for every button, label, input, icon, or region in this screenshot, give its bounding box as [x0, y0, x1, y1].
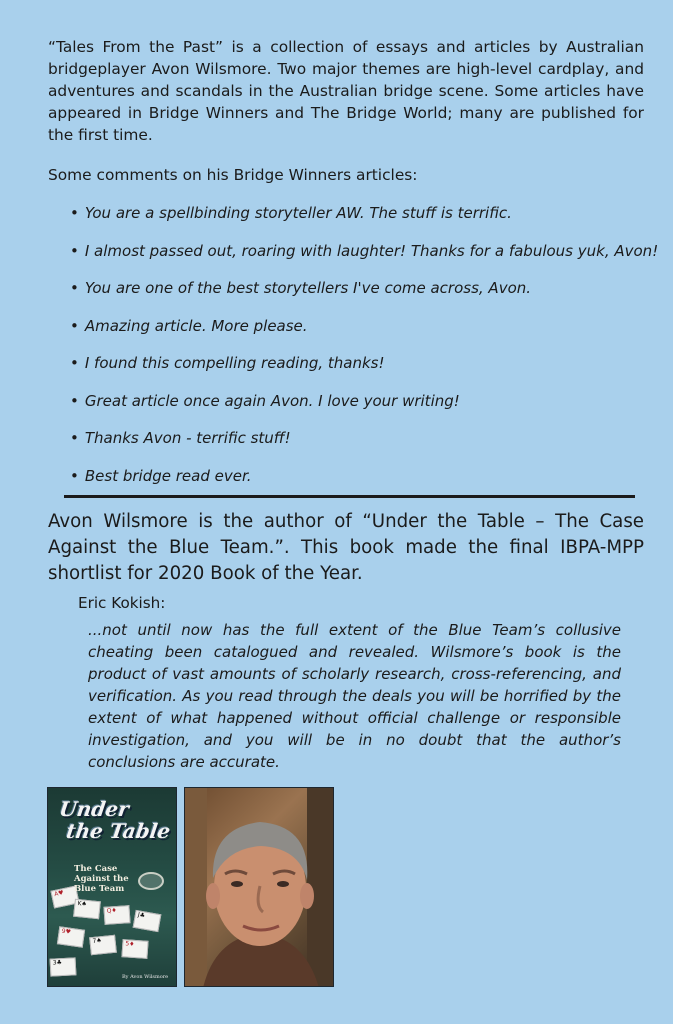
playing-card: 9♥ [57, 926, 85, 947]
author-portrait-icon [185, 788, 334, 987]
bullet-icon: • [70, 391, 79, 410]
playing-card: J♣ [133, 910, 162, 932]
comment-item [70, 390, 658, 412]
playing-card: 7♠ [89, 935, 117, 956]
cover-title [55, 798, 175, 842]
bullet-icon: • [70, 466, 79, 485]
comment-text: Best bridge read ever. [84, 466, 252, 485]
bullet-icon: • [70, 354, 79, 372]
bullet-icon: • [70, 429, 79, 447]
comment-text: You are a spellbinding storyteller AW. The stuff is terrific. [84, 204, 512, 222]
comments-list [70, 202, 658, 502]
comment-text: Amazing article. More please. [84, 316, 308, 335]
cover-author: By Avon Wilsmore [122, 974, 169, 980]
comment-item [70, 465, 658, 487]
comment-text: Great article once again Avon. I love your writing! [84, 391, 460, 410]
bullet-icon: • [70, 279, 79, 297]
critic-quote: ...not until now has the full extent of the Blue Team’s collusive cheating been catalogued and revealed. Wilsmore’s book is the product of vast amounts of scholarly research, cross-referencing, and verification. As you read through the deals you will be horrified by the extent of what happened without official challenge or responsible investigation, and you will be in no doubt that the author’s conclusions are accurate. [88, 621, 621, 771]
playing-card: K♠ [73, 899, 101, 920]
intro-paragraph: “Tales From the Past” is a collection of essays and articles by Australian bridgeplayer Avon Wilsmore. Two major themes are high-level cardplay, and adventures and scandals in the Australian bridge scene. Some articles have appeared in Bridge Winners and The Bridge World; many are published for the first time. [48, 38, 644, 144]
playing-card: A♥ [50, 885, 79, 908]
comment-item [70, 240, 658, 262]
comment-text: I almost passed out, roaring with laughter! Thanks for a fabulous yuk, Avon! [84, 241, 659, 260]
comment-text: You are one of the best storytellers I've come across, Avon. [84, 279, 532, 297]
bullet-icon: • [70, 241, 79, 260]
section-divider [64, 495, 635, 498]
critic-name: Eric Kokish: [78, 594, 166, 612]
comment-text: Thanks Avon - terrific stuff! [84, 429, 291, 447]
comment-item [70, 352, 658, 374]
book-cover-image [47, 787, 177, 987]
bullet-icon: • [70, 316, 79, 335]
author-paragraph: Avon Wilsmore is the author of “Under the Table – The Case Against the Blue Team.”. This book made the final IBPA-MPP shortlist for 2020 Book of the Year. [48, 511, 644, 584]
comment-text: I found this compelling reading, thanks! [84, 354, 385, 372]
cover-title-line2: the Table [64, 819, 172, 843]
cover-title-line1: Under [57, 797, 131, 821]
cover-subtitle: The Case Against the Blue Team [74, 864, 129, 894]
playing-card: Q♦ [103, 905, 130, 925]
author-photo [184, 787, 334, 987]
playing-card: 5♦ [121, 939, 148, 959]
comment-item [70, 315, 658, 337]
comment-item [70, 202, 658, 224]
playing-card: 3♣ [50, 957, 77, 976]
comments-heading: Some comments on his Bridge Winners articles: [48, 166, 418, 184]
bullet-icon: • [70, 204, 79, 222]
comment-item [70, 427, 658, 449]
comment-item [70, 277, 658, 299]
